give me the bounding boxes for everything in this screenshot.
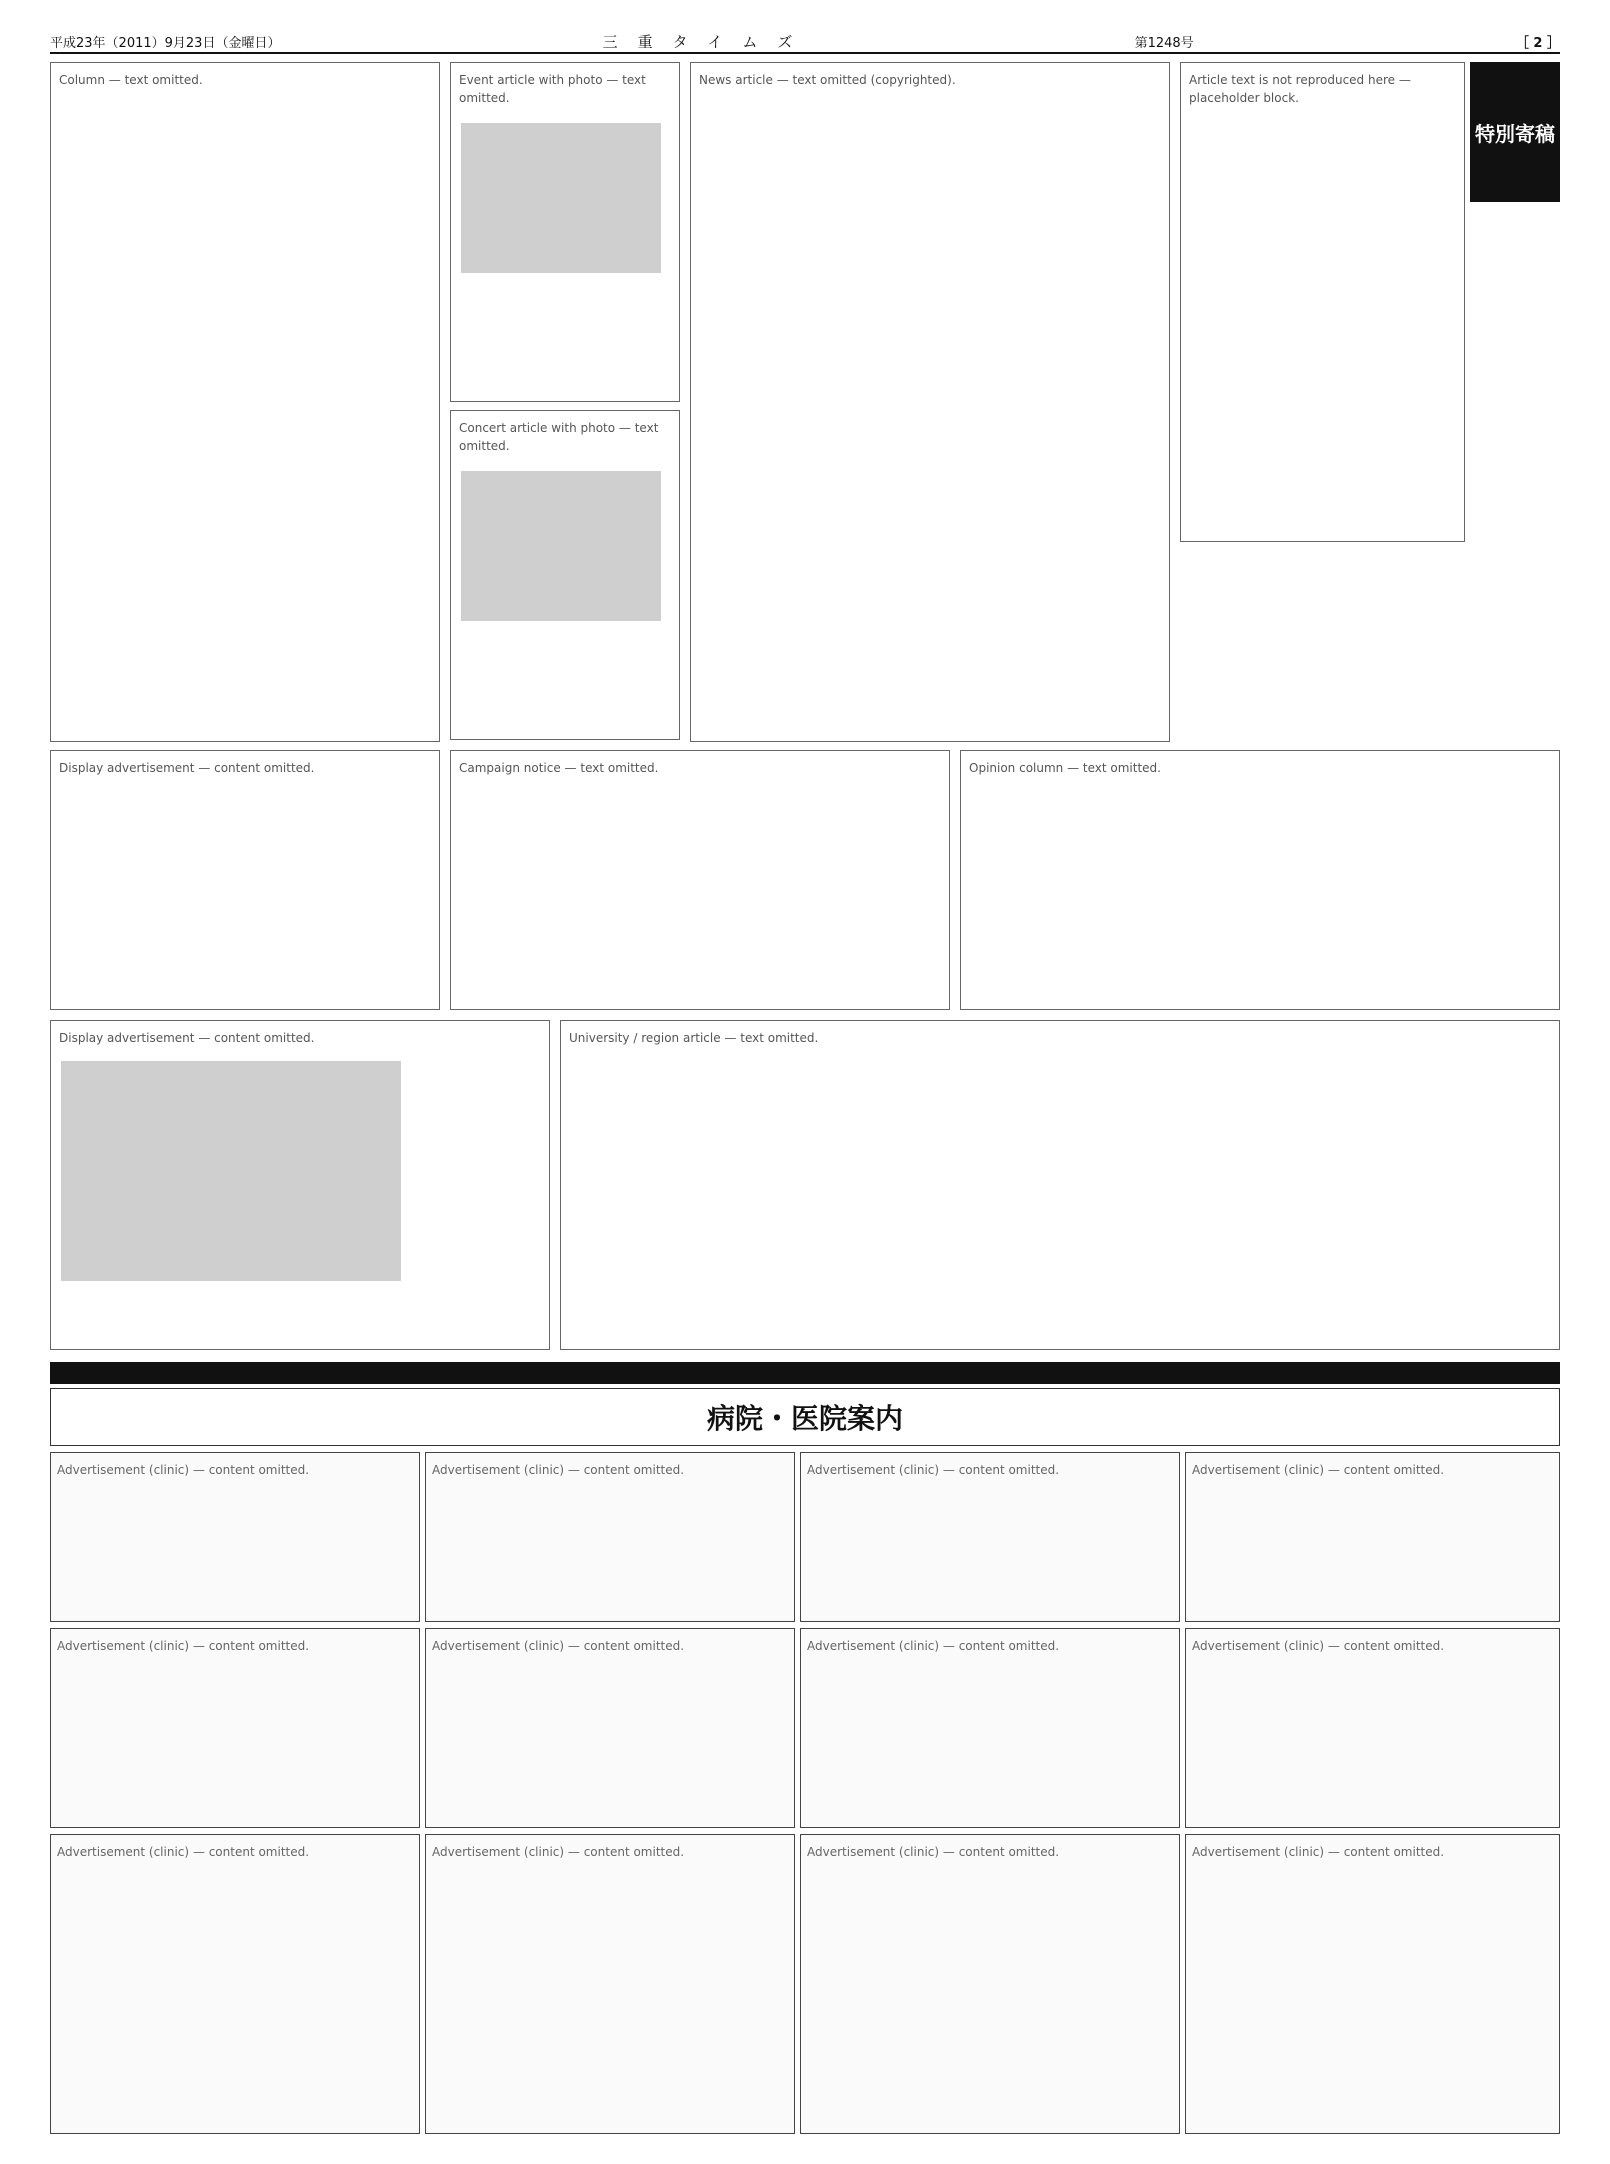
clinic-ad	[1185, 1452, 1560, 1622]
article-block	[690, 62, 1170, 742]
clinic-ad	[1185, 1834, 1560, 2134]
display-ad-text: Display advertisement — content omitted.	[59, 761, 315, 775]
paper-title: 三重タイムズ	[602, 32, 813, 51]
article-block	[450, 62, 680, 402]
article-block	[50, 62, 440, 742]
concert-photo	[461, 471, 661, 621]
clinic-ad-text: Advertisement (clinic) — content omitted.	[1192, 1463, 1445, 1477]
article-text: Opinion column — text omitted.	[969, 761, 1161, 775]
clinic-ad-text: Advertisement (clinic) — content omitted.	[57, 1639, 310, 1653]
article-text: News article — text omitted (copyrighted).	[699, 73, 956, 87]
house-photo	[61, 1061, 401, 1281]
clinic-ad-text: Advertisement (clinic) — content omitted.	[1192, 1639, 1445, 1653]
page-number: ［ 2 ］	[1515, 35, 1560, 51]
article-text: University / region article — text omitted.	[569, 1031, 819, 1045]
clinic-ad	[50, 1628, 420, 1828]
clinic-ad	[50, 1834, 420, 2134]
clinic-ad	[800, 1834, 1180, 2134]
ad-section-title: 病院・医院案内	[706, 1402, 903, 1435]
article-text: Concert article with photo — text omitted.	[459, 421, 659, 453]
article-block	[960, 750, 1560, 1010]
feature-article-text: Article text is not reproduced here — placeholder block.	[1189, 73, 1411, 105]
clinic-ad-text: Advertisement (clinic) — content omitted.	[807, 1845, 1060, 1859]
ad-section-header	[50, 1388, 1560, 1446]
event-photo	[461, 123, 661, 273]
issue-number: 第1248号	[1134, 35, 1194, 51]
clinic-ad	[1185, 1628, 1560, 1828]
clinic-ad	[50, 1452, 420, 1622]
clinic-ad	[425, 1452, 795, 1622]
clinic-ad-text: Advertisement (clinic) — content omitted.	[807, 1463, 1060, 1477]
clinic-ad-text: Advertisement (clinic) — content omitted.	[432, 1463, 685, 1477]
clinic-ad-text: Advertisement (clinic) — content omitted.	[807, 1639, 1060, 1653]
clinic-ad-text: Advertisement (clinic) — content omitted.	[1192, 1845, 1445, 1859]
article-block	[450, 410, 680, 740]
clinic-ad-text: Advertisement (clinic) — content omitted.	[432, 1845, 685, 1859]
clinic-ad	[425, 1834, 795, 2134]
clinic-ad	[800, 1628, 1180, 1828]
clinic-ad	[800, 1452, 1180, 1622]
feature-article	[1180, 62, 1465, 542]
clinic-ad	[425, 1628, 795, 1828]
article-text: Event article with photo — text omitted.	[459, 73, 646, 105]
clinic-ad-text: Advertisement (clinic) — content omitted.	[57, 1845, 310, 1859]
article-text: Column — text omitted.	[59, 73, 203, 87]
display-ad	[50, 1020, 550, 1350]
display-ad	[50, 750, 440, 1010]
masthead	[50, 30, 1560, 54]
issue-date: 平成23年（2011）9月23日（金曜日）	[50, 35, 281, 51]
feature-label: 特別寄稿	[1470, 62, 1560, 202]
ad-section-divider	[50, 1362, 1560, 1384]
article-block	[450, 750, 950, 1010]
clinic-ad-text: Advertisement (clinic) — content omitted.	[57, 1463, 310, 1477]
article-text: Campaign notice — text omitted.	[459, 761, 659, 775]
clinic-ad-text: Advertisement (clinic) — content omitted.	[432, 1639, 685, 1653]
article-block	[560, 1020, 1560, 1350]
display-ad-text: Display advertisement — content omitted.	[59, 1031, 315, 1045]
